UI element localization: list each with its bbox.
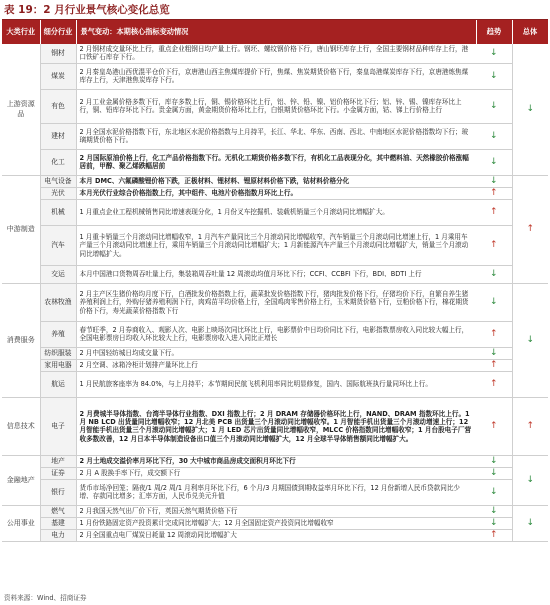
table-row xyxy=(2,467,548,479)
trend-down-arrow-icon: ↓ xyxy=(476,455,512,467)
trend-up-arrow-icon: ↑ xyxy=(476,187,512,199)
industry-cell: 航运 xyxy=(40,371,76,397)
table-row xyxy=(2,89,548,123)
table-row xyxy=(2,517,548,529)
header-sub: 细分行业 xyxy=(40,20,76,44)
table-row xyxy=(2,455,548,467)
industry-cell: 电子 xyxy=(40,397,76,455)
table-row xyxy=(2,371,548,397)
industry-cell: 银行 xyxy=(40,479,76,505)
table-row xyxy=(2,265,548,283)
header-trend: 趋势 xyxy=(476,20,512,44)
change-description-cell: 1 月重卡销量三个月滚动同比增幅收窄，1 月汽车产量同比三个月滚动同比增幅收窄，汽车销量三个月滚动同比增速上行，1 月乘用车产量三个月滚动同比增速上行，乘用车销量三个月滚动同比增幅扩大；1 月新能源汽车产量三个月滚动同比增幅扩大，销量三个月滚动同比增幅扩大。 xyxy=(76,225,476,265)
change-description-cell: 2 月工业金属价格多数下行，库存多数上行，铜、锡价格环比上行，铝、锌、铅、镍、铝价格环比下行；铝、锌、锡、镍库存环比上行，铜、铅库存环比下行。贵金属方面，黄金期货价格环比上行，白银期货价格环比下行。小金属方面，钴、锑上行价格上行 xyxy=(76,89,476,123)
trend-down-arrow-icon: ↓ xyxy=(476,283,512,321)
trend-down-arrow-icon: ↓ xyxy=(476,517,512,529)
industry-cell: 家用电器 xyxy=(40,359,76,371)
change-description-cell: 2 月主产区生猪价格均月度下行，白酒批发价格指数上行，蔬菜批发价格指数下行，猪肉批发价格下行，仔猪均价下行，自繁自养生猪养殖利润上行，外购仔猪养殖利润下行，肉鸡苗平均价格上行，全国鸡肉零售价格上行，玉米期货价格下行，豆粕价格下行，棉花期货价格下行，寿光蔬菜价格指数下行 xyxy=(76,283,476,321)
overall-up-arrow-icon: ↑ xyxy=(512,397,548,455)
change-description-cell: 2 月我国天然气出厂价下行，英国天然气期货价格下行 xyxy=(76,505,476,517)
industry-cell: 农林牧渔 xyxy=(40,283,76,321)
change-description-cell: 春节旺季，2 月券商收入、观影人次、电影上映场次同比环比上行，电影票价中日均价同比下行，电影指数票房收入同比较大幅上行，全国电影票房日均收入环比较大上行，电影票房收入进入同比正增长 xyxy=(76,321,476,347)
trend-down-arrow-icon: ↓ xyxy=(476,347,512,359)
table-row xyxy=(2,283,548,321)
table-row xyxy=(2,397,548,455)
table-row xyxy=(2,123,548,149)
trend-down-arrow-icon: ↓ xyxy=(476,63,512,89)
change-description-cell: 2 月土地成交溢价率月环比下行，30 大中城市商品房成交面积月环比下行 xyxy=(76,455,476,467)
industry-cell: 基建 xyxy=(40,517,76,529)
table-row xyxy=(2,149,548,175)
overall-down-arrow-icon: ↓ xyxy=(512,283,548,397)
trend-up-arrow-icon: ↑ xyxy=(476,529,512,541)
overall-down-arrow-icon: ↓ xyxy=(512,44,548,175)
overall-down-arrow-icon: ↓ xyxy=(512,505,548,541)
table-title: 表 19：2 月行业景气核心变化总览 xyxy=(4,4,170,16)
table-row xyxy=(2,479,548,505)
table-row xyxy=(2,359,548,371)
major-category-cell: 信息技术 xyxy=(2,397,40,455)
trend-up-arrow-icon: ↑ xyxy=(476,371,512,397)
table-row xyxy=(2,187,548,199)
major-category-cell: 中游制造 xyxy=(2,175,40,283)
change-description-cell: 2 月 A 股换手率下行，成交额下行 xyxy=(76,467,476,479)
table-row xyxy=(2,505,548,517)
change-description-cell: 2 月全国水泥价格指数下行，东北地区水泥价格指数与上月持平，长江、华北、华东、西南、西北、中南地区水泥价格指数均下行；玻璃期货价格下行。 xyxy=(76,123,476,149)
trend-down-arrow-icon: ↓ xyxy=(476,265,512,283)
header-desc: 景气变动：本期核心指标变动情况 xyxy=(76,20,476,44)
industry-cell: 电力 xyxy=(40,529,76,541)
trend-down-arrow-icon: ↓ xyxy=(476,44,512,63)
table-row xyxy=(2,529,548,541)
overall-up-arrow-icon: ↑ xyxy=(512,175,548,283)
industry-cell: 建材 xyxy=(40,123,76,149)
table-header-row xyxy=(2,20,548,44)
change-description-cell: 2 月空调、冰箱冷柜计划排产量环比上行 xyxy=(76,359,476,371)
table-row xyxy=(2,321,548,347)
trend-down-arrow-icon: ↓ xyxy=(476,467,512,479)
change-description-cell: 2 月秦皇岛港山西优混平仓价下行，京唐港山西主焦煤库提价下行，焦煤、焦炭期货价格下行，秦皇岛港煤炭库存下行，京唐港炼焦煤库存上行，天津港焦炭库存下行。 xyxy=(76,63,476,89)
change-description-cell: 2 月费城半导体指数、台湾半导体行业指数、DXI 指数上行；2 月 DRAM 存储器价格环比上行，NAND、DRAM 指数环比上行。1 月 NB LCD 出货量同比增幅收窄；12 月北美 PCB 出货量三个月滚动同比增幅收窄。1 月智能手机出货量三个月滚动增速上行；12 月智能手机出货量三个月滚动同比增幅扩大；1 月 LED 芯片出货量同比增幅收窄，MLCC 价格指数同比增幅收窄；1 月台股电子厂营收多数改善，12 月日本半导体制造设备出口值三个月滚动同比增幅扩大，12 月全球半导体销售额同比增幅扩大。 xyxy=(76,397,476,455)
change-description-cell: 货币市场净回笼；隔夜/1 周/2 周/1 月利率月环比下行，6 个月/3 月期国债到期收益率月环比下行，12 月份新增人民币贷款同比少增、存款同比增多；汇率方面，人民币兑美元升值 xyxy=(76,479,476,505)
overall-down-arrow-icon: ↓ xyxy=(512,455,548,505)
industry-cell: 燃气 xyxy=(40,505,76,517)
industry-cell: 钢材 xyxy=(40,44,76,63)
industry-cell: 煤炭 xyxy=(40,63,76,89)
table-row xyxy=(2,225,548,265)
industry-cell: 汽车 xyxy=(40,225,76,265)
table-row xyxy=(2,199,548,225)
industry-cell: 养殖 xyxy=(40,321,76,347)
industry-cell: 光伏 xyxy=(40,187,76,199)
trend-down-arrow-icon: ↓ xyxy=(476,123,512,149)
change-description-cell: 本月中国港口货物周吞吐量上行，集装箱周吞吐量 12 周滚动均值月环比下行；CCFI、CCBFI 下行，BDI、BDTI 上行 xyxy=(76,265,476,283)
industry-cell: 机械 xyxy=(40,199,76,225)
industry-cell: 纺织服装 xyxy=(40,347,76,359)
trend-up-arrow-icon: ↑ xyxy=(476,199,512,225)
industry-cell: 电气设备 xyxy=(40,175,76,187)
header-major: 大类行业 xyxy=(2,20,40,44)
major-category-cell: 消费服务 xyxy=(2,283,40,397)
major-category-cell: 上游资源品 xyxy=(2,44,40,175)
industry-cell: 化工 xyxy=(40,149,76,175)
change-description-cell: 1 月民航旅客座率为 84.0%，与上月持平；本节期间民航飞机利用率同比明显修复，国内、国际航班执行量同环比上行。 xyxy=(76,371,476,397)
trend-down-arrow-icon: ↓ xyxy=(476,479,512,505)
trend-up-arrow-icon: ↑ xyxy=(476,359,512,371)
table-row xyxy=(2,347,548,359)
industry-cell: 交运 xyxy=(40,265,76,283)
major-category-cell: 金融地产 xyxy=(2,455,40,505)
industry-cell: 有色 xyxy=(40,89,76,123)
table-row xyxy=(2,175,548,187)
industry-cell: 地产 xyxy=(40,455,76,467)
change-description-cell: 本月 DMC、六氟磷酸锂价格下跌，正极材料、锂材料、锂原材料价格下跌，钴材料价格分化 xyxy=(76,175,476,187)
source-note: 资料来源：Wind、招商证券 xyxy=(4,594,87,602)
table-row xyxy=(2,63,548,89)
industry-cell: 证券 xyxy=(40,467,76,479)
trend-down-arrow-icon: ↓ xyxy=(476,505,512,517)
change-description-cell: 1 月份铁路固定资产投资累计完成同比增幅扩大；12 月全国固定资产投资同比增幅收窄 xyxy=(76,517,476,529)
industry-overview-table xyxy=(2,20,549,542)
major-category-cell: 公用事业 xyxy=(2,505,40,541)
change-description-cell: 2 月全国重点电厂煤炭日耗量 12 周滚动同比增幅扩大 xyxy=(76,529,476,541)
change-description-cell: 1 月重点企业工程机械销售同比增速表现分化，1 月份叉车挖掘机、装载机销量三个月滚动同比增幅扩大。 xyxy=(76,199,476,225)
trend-up-arrow-icon: ↑ xyxy=(476,321,512,347)
table-body xyxy=(2,44,548,541)
change-description-cell: 2 月中国轻纺城日均成交量下行。 xyxy=(76,347,476,359)
trend-down-arrow-icon: ↓ xyxy=(476,89,512,123)
trend-down-arrow-icon: ↓ xyxy=(476,175,512,187)
change-description-cell: 本月光伏行业综合价格指数上行，其中组件、电池片价格指数月环比上行。 xyxy=(76,187,476,199)
change-description-cell: 2 月国际原油价格上行，化工产品价格指数下行。无机化工期货价格多数下行，有机化工品表现分化，其中燃料油、天然橡胶价格涨幅居前，甲醇、聚乙烯跌幅居前 xyxy=(76,149,476,175)
table-row xyxy=(2,44,548,63)
trend-down-arrow-icon: ↓ xyxy=(476,149,512,175)
trend-up-arrow-icon: ↑ xyxy=(476,397,512,455)
trend-up-arrow-icon: ↑ xyxy=(476,225,512,265)
header-overall: 总体 xyxy=(512,20,548,44)
change-description-cell: 2 月钢材成交量环比上行，重点企业粗钢日均产量上行。钢坯、螺纹钢价格下行，唐山钢坯库存上行，全国主要钢材品种库存上行，港口铁矿石库存下行。 xyxy=(76,44,476,63)
